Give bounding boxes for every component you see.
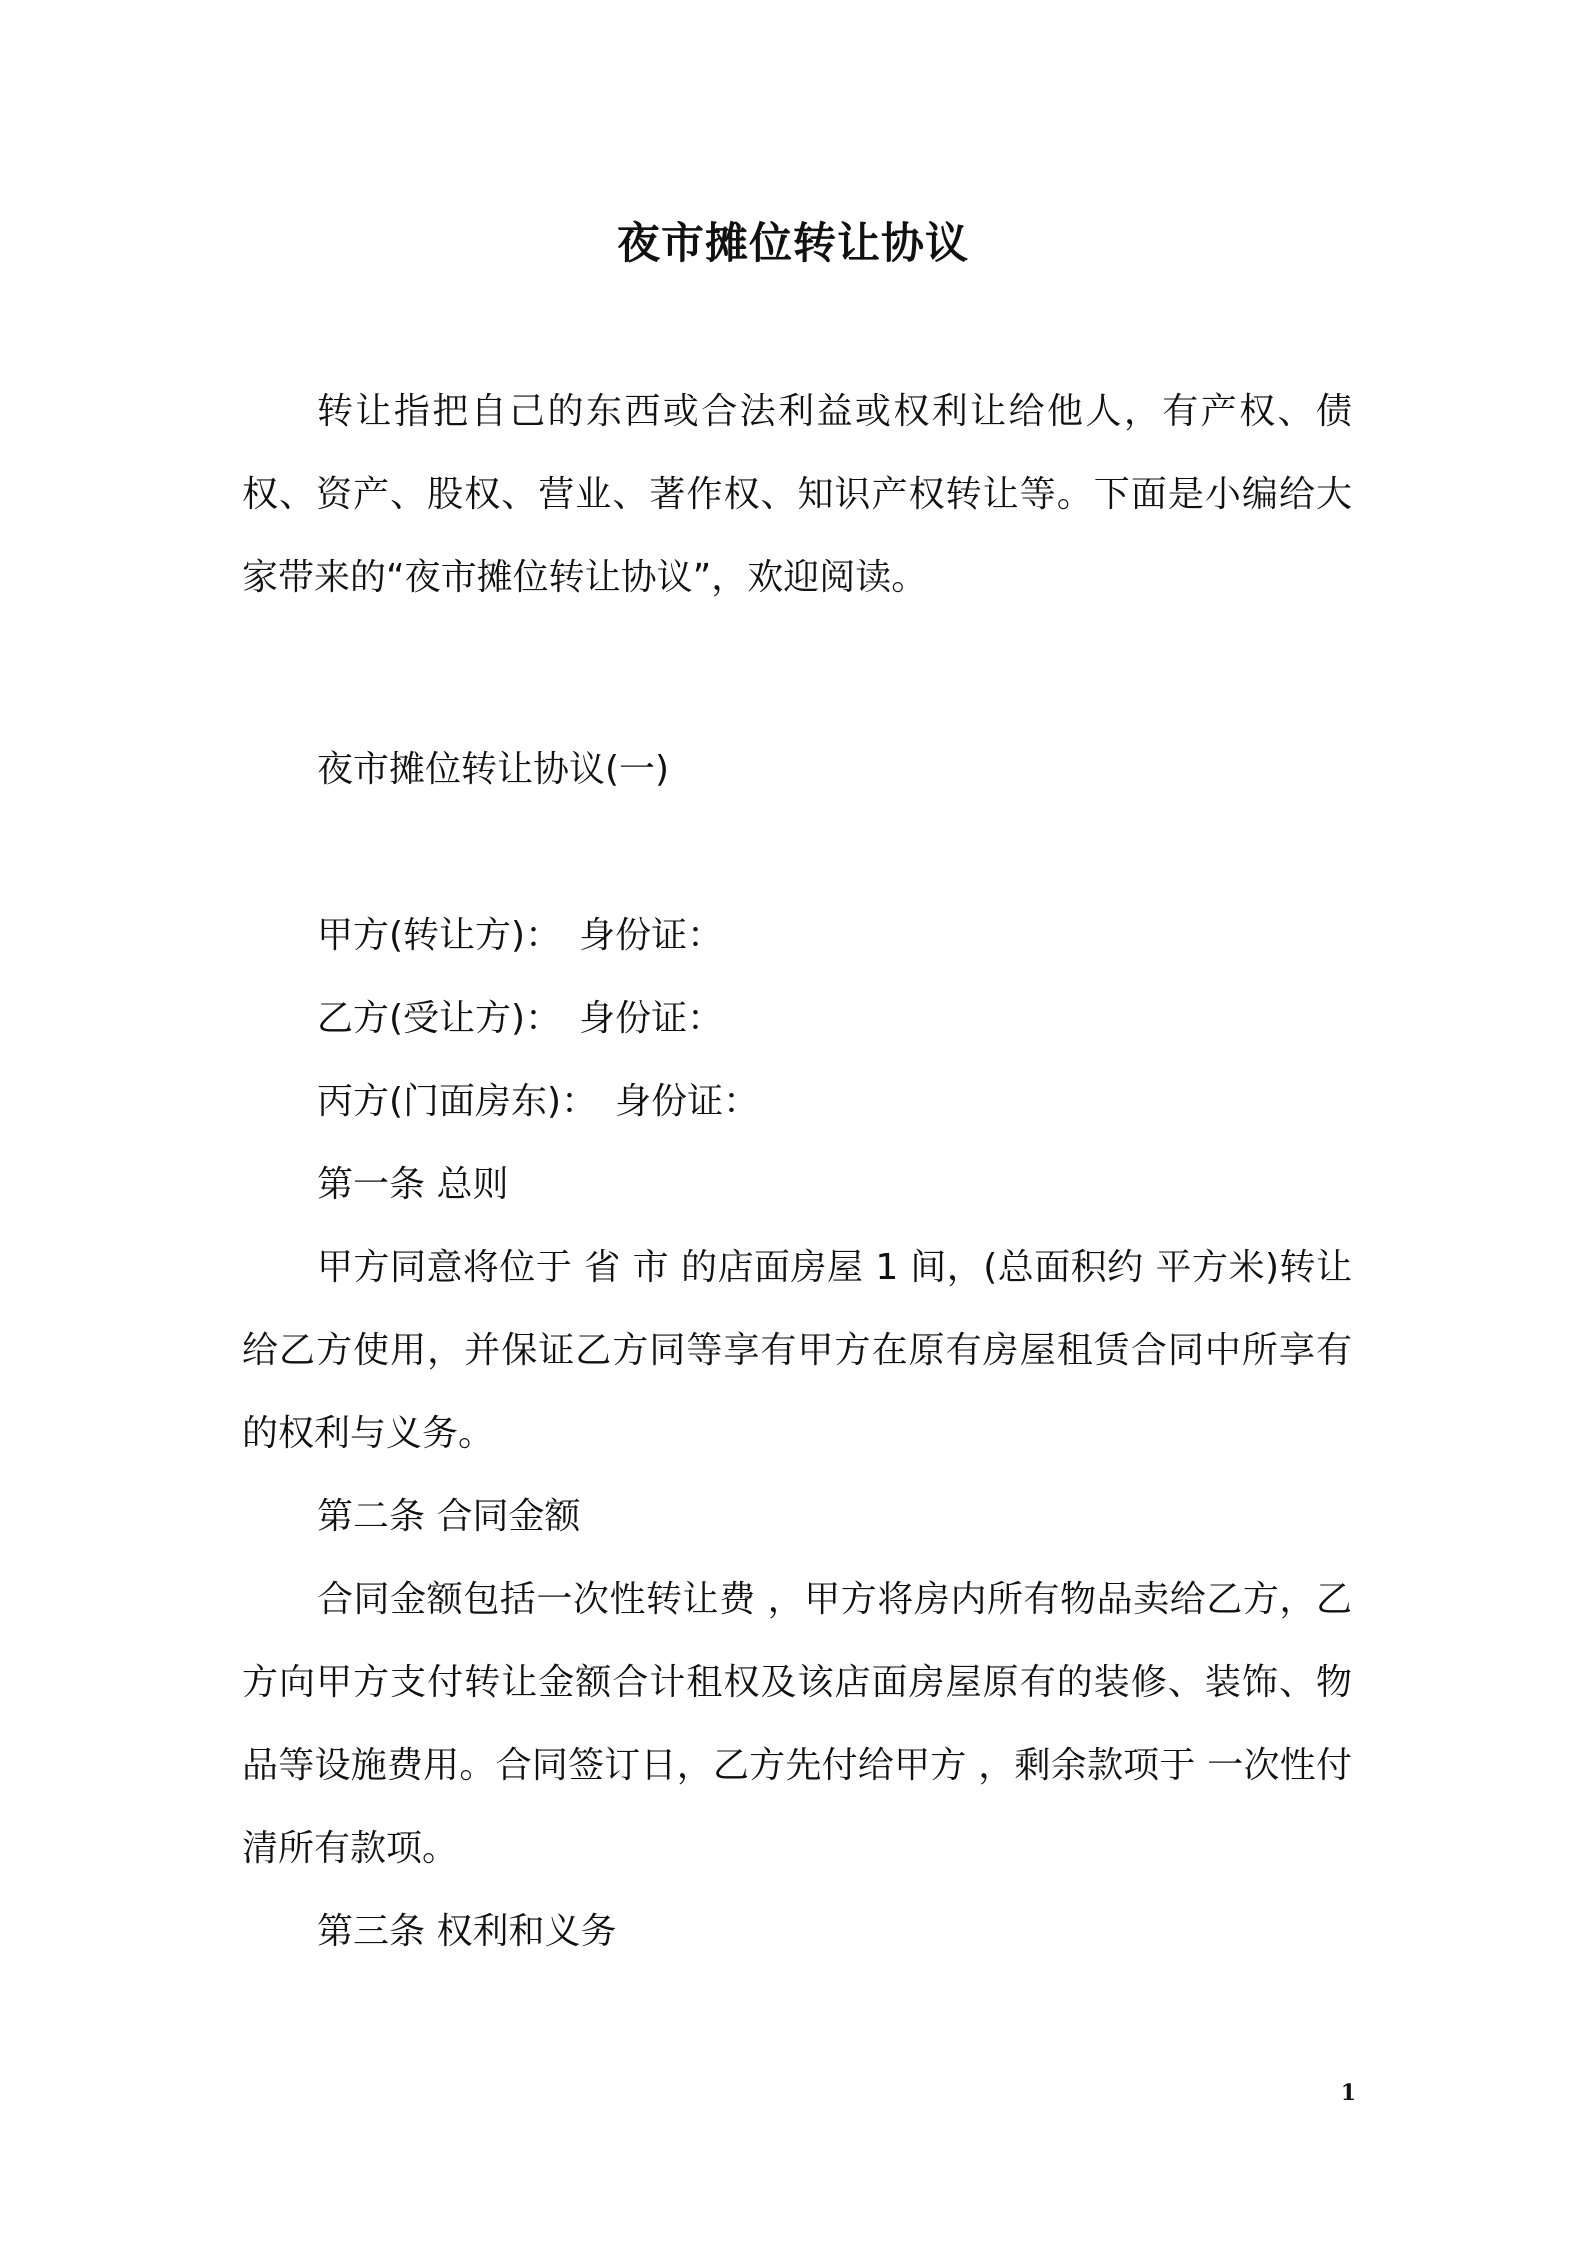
section-heading: 夜市摊位转让协议(一) bbox=[317, 749, 670, 790]
article2-text: 合同金额包括一次性转让费 ，甲方将房内所有物品卖给乙方，乙方向甲方支付转让金额合计租权及该店面房屋原有的装修、装饰、物品等设施费用。合同签订日，乙方先付给甲方 ，剩余款项于 一次性付清所有款项。 bbox=[242, 1579, 1352, 1869]
article2-heading: 第二条 合同金额 bbox=[317, 1496, 581, 1537]
article3-heading: 第三条 权利和义务 bbox=[317, 1911, 617, 1952]
page-number: 1 bbox=[1340, 2080, 1356, 2106]
document-title: 夜市摊位转让协议 bbox=[617, 219, 969, 269]
intro-paragraph: 转让指把自己的东西或合法利益或权利让给他人，有产权、债权、资产、股权、营业、著作权、知识产权转让等。下面是小编给大家带来的“夜市摊位转让协议”，欢迎阅读。 bbox=[242, 391, 1352, 598]
article1-heading: 第一条 总则 bbox=[317, 1164, 509, 1205]
article1-text: 甲方同意将位于 省 市 的店面房屋 1 间，(总面积约 平方米)转让给乙方使用，并保证乙方同等享有甲方在原有房屋租赁合同中所享有的权利与义务。 bbox=[242, 1247, 1352, 1454]
party-c-line: 丙方(门面房东)： 身份证： bbox=[317, 1081, 760, 1122]
party-a-line: 甲方(转让方)： 身份证： bbox=[317, 915, 724, 956]
party-b-line: 乙方(受让方)： 身份证： bbox=[317, 998, 724, 1039]
